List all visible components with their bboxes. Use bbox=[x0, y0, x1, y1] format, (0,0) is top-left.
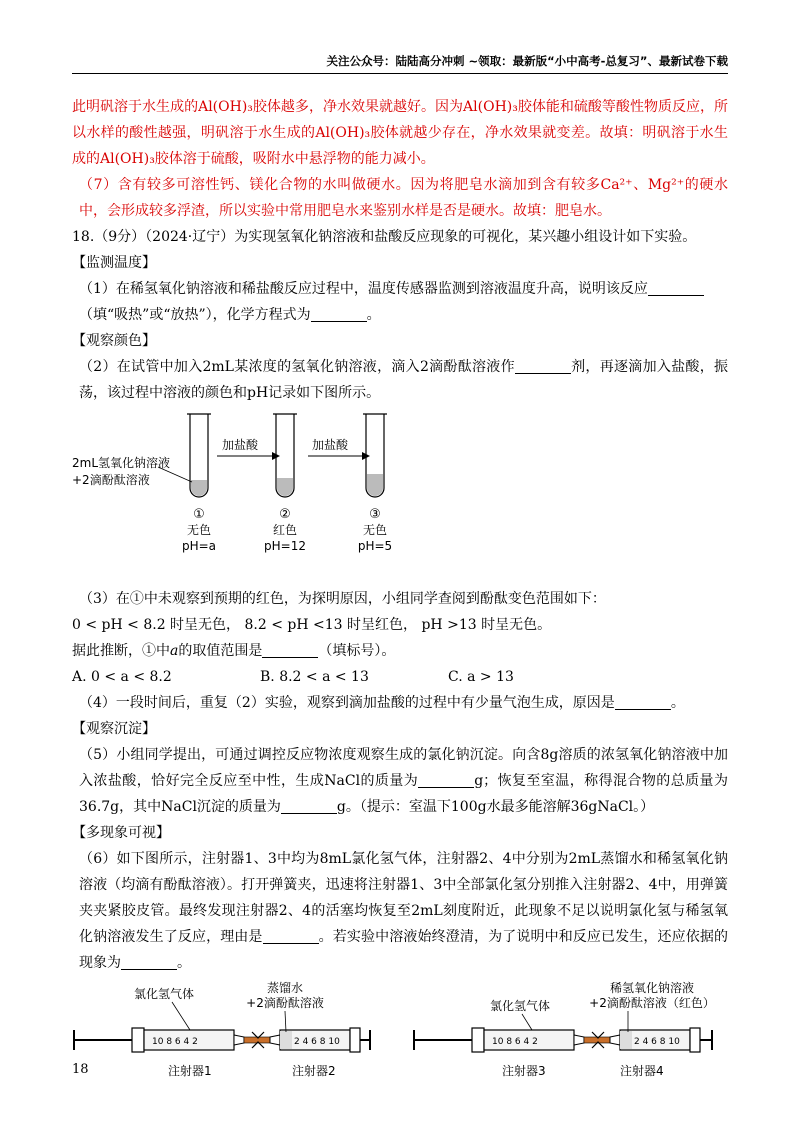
tube-1-color: 无色 bbox=[186, 523, 212, 537]
q3-variable: a bbox=[170, 643, 179, 659]
arrow-1-label: 加盐酸 bbox=[222, 438, 259, 452]
q5-text-a: （5）小组同学提出，可通过调控反应物浓度观察生成的氯化钠沉淀。向含8g溶质的浓氢氧化钠溶液中加入浓盐酸，恰好完全反应至中性，生成NaCl的质量为 bbox=[79, 747, 728, 789]
syringe-4-scale: 2 4 6 8 10 bbox=[634, 1037, 680, 1047]
arrow-2-label: 加盐酸 bbox=[312, 438, 349, 452]
question-1 bbox=[72, 276, 728, 328]
syringe-4 bbox=[610, 1028, 712, 1052]
answer-blank[interactable] bbox=[615, 693, 671, 710]
section-multi-phenomena: 【多现象可视】 bbox=[72, 825, 170, 841]
section-observe-precipitate: 【观察沉淀】 bbox=[72, 721, 156, 737]
answer-blank[interactable] bbox=[418, 771, 474, 788]
header-rule bbox=[72, 73, 728, 74]
right-gas-label: 氯化氢气体 bbox=[490, 999, 551, 1013]
q5-text-b: g；恢复至室温，称得混合物的总质量为36.7g，其中NaCl沉淀的质量为 bbox=[79, 773, 728, 815]
tube-label-line1: 2mL氢氧化钠溶液 bbox=[72, 456, 171, 470]
tube-2-number: ② bbox=[279, 507, 291, 522]
q4-period: 。 bbox=[670, 695, 685, 711]
q2-text-a: （2）在试管中加入2mL某浓度的氢氧化钠溶液，滴入2滴酚酞溶液作 bbox=[79, 359, 515, 375]
answer-blank[interactable] bbox=[311, 305, 367, 322]
tube-2-ph: pH=12 bbox=[264, 539, 306, 553]
syringe-diagram bbox=[72, 980, 728, 1100]
q5-text-c: g。（提示：室温下100g水最多能溶解36gNaCl。） bbox=[336, 799, 655, 815]
q2-text-b: 剂，再逐滴加入盐酸，振荡，该过程中溶液的颜色和pH记录如下图所示。 bbox=[79, 359, 728, 401]
test-tube-diagram bbox=[72, 406, 728, 586]
test-tube-1 bbox=[187, 414, 211, 497]
section-observe-color: 【观察颜色】 bbox=[72, 333, 156, 349]
syringe-2-label: 注射器2 bbox=[292, 1064, 336, 1078]
test-tube-3 bbox=[363, 414, 387, 497]
q3-options bbox=[72, 664, 728, 690]
section-monitor-temperature: 【监测温度】 bbox=[72, 255, 156, 271]
syringe-1 bbox=[74, 1028, 244, 1052]
q6-period: 。 bbox=[177, 955, 191, 971]
tube-3-color: 无色 bbox=[362, 523, 388, 537]
option-b[interactable]: B. 8.2 < a < 13 bbox=[260, 669, 369, 685]
q1-text-b: （填“吸热”或“放热”），化学方程式为 bbox=[79, 307, 311, 323]
syringe-3-scale: 10 8 6 4 2 bbox=[492, 1037, 538, 1047]
question-3-prompt bbox=[72, 638, 728, 664]
option-a[interactable]: A. 0 < a < 8.2 bbox=[72, 669, 172, 685]
test-tube-figure bbox=[72, 406, 728, 586]
q4-text: （4）一段时间后，重复（2）实验，观察到滴加盐酸的过程中有少量气泡生成，原因是 bbox=[79, 695, 615, 711]
syringe-1-scale: 10 8 6 4 2 bbox=[152, 1037, 198, 1047]
syringe-2 bbox=[270, 1028, 370, 1052]
test-tube-2 bbox=[273, 414, 297, 497]
question-2 bbox=[72, 354, 728, 406]
syringe-2-scale: 2 4 6 8 10 bbox=[294, 1037, 340, 1047]
q3-text-b1: 据此推断，①中 bbox=[72, 643, 170, 659]
page-content bbox=[72, 94, 728, 1100]
syringe-4-label: 注射器4 bbox=[620, 1064, 664, 1078]
tube-1-ph: pH=a bbox=[181, 539, 217, 553]
q6-text-a: （6）如下图所示，注射器1、3中均为8mL氯化氢气体，注射器2、4中分别为2mL蒸馏水和稀氢氧化钠溶液（均滴有酚酞溶液）。打开弹簧夹，迅速将注射器1、3中全部氯化氢分别推入注射器2、4中，用弹簧夹夹紧胶皮管。最终发现注射器2、4的活塞均恢复至2mL刻度附近，此现象不足以说明氯化氢与稀氢氧化钠溶液发生了反应，理由是 bbox=[79, 851, 728, 945]
left-liquid-label-1: 蒸馏水 bbox=[266, 981, 304, 995]
tube-clamp-right bbox=[584, 1032, 610, 1048]
question-5 bbox=[72, 742, 728, 820]
answer-paragraph-7: （7）含有较多可溶性钙、镁化合物的水叫做硬水。因为将肥皂水滴加到含有较多Ca²⁺、Mg²⁺的硬水中，会形成较多浮渣，所以实验中常用肥皂水来鉴别水样是否是硬水。故填：肥皂水。 bbox=[79, 177, 728, 219]
answer-blank[interactable] bbox=[121, 953, 177, 970]
right-liquid-label-2: +2滴酚酞溶液（红色） bbox=[589, 996, 715, 1010]
tube-clamp-left bbox=[244, 1032, 270, 1048]
answer-blank[interactable] bbox=[262, 641, 318, 658]
question-3: （3）在①中未观察到预期的红色，为探明原因，小组同学查阅到酚酞变色范围如下： bbox=[79, 591, 606, 607]
answer-blank[interactable] bbox=[263, 927, 319, 944]
question-6 bbox=[72, 846, 728, 976]
question-18-title: 18.（9分）（2024·辽宁）为实现氢氧化钠溶液和盐酸反应现象的可视化，某兴趣小组设计如下实验。 bbox=[72, 229, 697, 245]
tube-2-color: 红色 bbox=[272, 523, 298, 537]
syringe-figure bbox=[72, 980, 728, 1100]
page-number: 18 bbox=[72, 1062, 89, 1077]
arrow-1 bbox=[217, 437, 280, 460]
syringe-3 bbox=[414, 1028, 584, 1052]
q6-text-b: 。若实验中溶液始终澄清，为了说明中和反应已发生，还应依据的现象为 bbox=[79, 929, 728, 971]
answer-blank[interactable] bbox=[281, 797, 337, 814]
tube-3-number: ③ bbox=[369, 507, 381, 522]
phenolphthalein-range: 0 < pH < 8.2 时呈无色， 8.2 < pH <13 时呈红色， pH >13 时呈无色。 bbox=[72, 617, 552, 633]
question-4 bbox=[72, 690, 728, 716]
q3-text-b2: 的取值范围是 bbox=[178, 643, 263, 659]
tube-label-line2: +2滴酚酞溶液 bbox=[72, 473, 150, 487]
arrow-2 bbox=[308, 437, 370, 460]
syringe-1-label: 注射器1 bbox=[168, 1064, 212, 1078]
left-gas-label: 氯化氢气体 bbox=[134, 987, 195, 1001]
page-header: 关注公众号：陆陆高分冲刺 ~领取：最新版“小中高考-总复习”、最新试卷下载 bbox=[326, 54, 728, 68]
q1-text-a: （1）在稀氢氧化钠溶液和稀盐酸反应过程中，温度传感器监测到溶液温度升高，说明该反应 bbox=[79, 281, 648, 297]
answer-paragraph-6: 此明矾溶于水生成的Al(OH)₃胶体越多，净水效果就越好。因为Al(OH)₃胶体能和硫酸等酸性物质反应，所以水样的酸性越强，明矾溶于水生成的Al(OH)₃胶体就越少存在，净水效果就变差。故填：明矾溶于水生成的Al(OH)₃胶体溶于硫酸，吸附水中悬浮物的能力减小。 bbox=[72, 99, 728, 167]
q1-period: 。 bbox=[366, 307, 381, 323]
tube-3-ph: pH=5 bbox=[357, 539, 393, 553]
option-c[interactable]: C. a > 13 bbox=[448, 669, 514, 685]
q3-text-b3: （填标号）。 bbox=[318, 643, 396, 659]
tube-1-number: ① bbox=[193, 507, 205, 522]
left-liquid-label-2: +2滴酚酞溶液 bbox=[246, 996, 324, 1010]
answer-blank[interactable] bbox=[515, 357, 571, 374]
right-liquid-label-1: 稀氢氧化钠溶液 bbox=[609, 981, 695, 995]
answer-blank[interactable] bbox=[648, 279, 704, 296]
syringe-3-label: 注射器3 bbox=[502, 1064, 546, 1078]
